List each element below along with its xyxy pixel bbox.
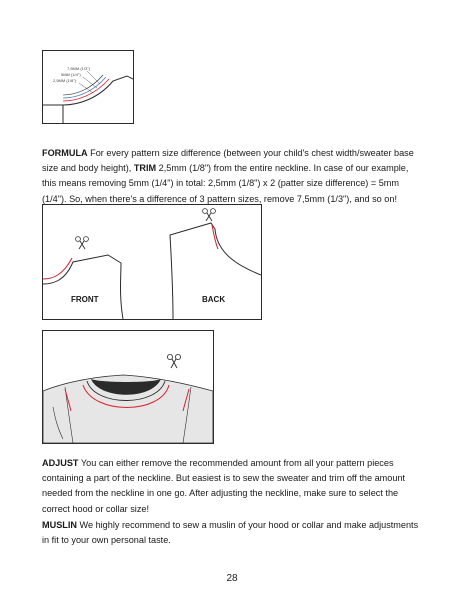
scissors-icon [76, 237, 89, 249]
formula-text-1: For every pattern size difference (between your child's chest width/sweater base size and body height), [42, 148, 414, 174]
scissors-icon [203, 209, 216, 221]
front-label: FRONT [71, 295, 99, 304]
label-2-5mm: 2,5MM (1/8") [53, 78, 76, 83]
formula-paragraph [42, 146, 424, 207]
sweater-neckline-figure [42, 330, 214, 444]
muslin-paragraph [42, 518, 424, 548]
adjust-text: You can either remove the recommended amount from all your pattern pieces containing a part of the neckline. But easiest is to sew the sweater and trim off the amount needed from the neckline in one go. After adjusting the neckline, make sure to select the correct hood or collar size! [42, 458, 406, 514]
muslin-text: We highly recommend to sew a muslin of your hood or collar and make adjustments in fit to your own personal taste. [42, 520, 419, 546]
label-5mm: 5MM (1/4") [61, 72, 81, 77]
label-7-5mm: 7,5MM (1/3") [67, 66, 90, 71]
formula-text-2: 2,5mm (1/8") from the entire neckline. In case of our example, this means removing 5mm (1/4") in total: 2,5mm (1/8") x 2 (patter size difference) = 5mm (1/4"). So, when there's a difference of 3 pattern sizes, remove 7,5mm (1/3"), and so on! [42, 163, 409, 204]
adjust-paragraph [42, 456, 424, 517]
trim-label: TRIM [133, 163, 157, 174]
page-number: 28 [226, 573, 238, 584]
back-label: BACK [202, 295, 226, 304]
front-back-pattern-figure [42, 204, 262, 320]
neckline-detail-figure [42, 50, 134, 124]
adjust-heading: ADJUST [42, 458, 79, 468]
formula-heading: FORMULA [42, 148, 88, 158]
muslin-heading: MUSLIN [42, 520, 77, 530]
scissors-icon [167, 354, 180, 368]
